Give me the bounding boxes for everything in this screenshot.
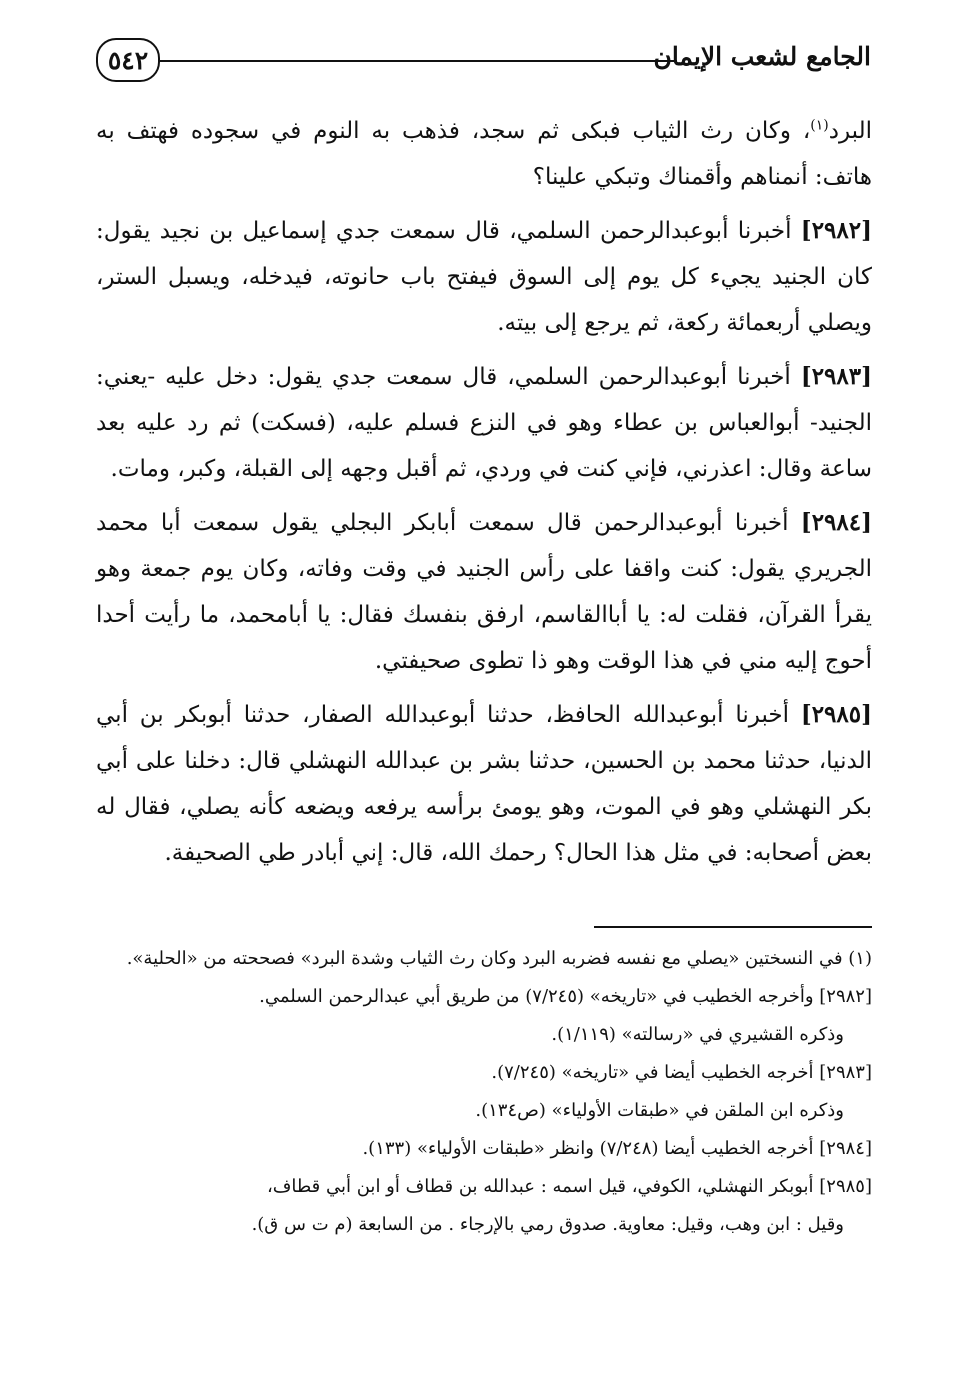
main-text [96, 108, 872, 884]
paragraph-text: أخبرنا أبوعبدالله الحافظ، حدثنا أبوعبدالله الصفار، حدثنا أبوبكر بن أبي الدنيا، حدثنا محمد بن الحسين، حدثنا بشر بن عبدالله النهشلي قال: دخلنا على أبي بكر النهشلي وهو في الموت، وهو يومئ برأسه يرفعه ويضعه كأنه يصلي، فقال له بعض أصحابه: في مثل هذا الحال؟ رحمك الله، قال: إني أبادر طي الصحيفة. [96, 702, 872, 866]
footnote-line: وقيل : ابن وهب، وقيل: معاوية. صدوق رمي بالإرجاء . من السابعة (م ت س ق). [251, 1214, 844, 1235]
footnote-separator [594, 926, 872, 928]
paragraph [96, 692, 872, 876]
paragraph [96, 108, 872, 200]
paragraph-text: أخبرنا أبوعبدالرحمن قال سمعت أبابكر البجلي يقول سمعت أبا محمد الجريري يقول: كنت واقفا على رأس الجنيد في وقت وفاته، وكان يوم جمعة وهو يقرأ القرآن، فقلت له: يا أباالقاسم، ارفق بنفسك فقال: يا أبامحمد، ما رأيت أحدا أحوج إليه مني في هذا الوقت وهو ذا تطوى صحيفتي. [96, 510, 872, 674]
footnote-line: [٢٩٨٣] أخرجه الخطيب أيضا في «تاريخه» (٧/٢٤٥). [491, 1062, 872, 1083]
paragraph-text: أخبرنا أبوعبدالرحمن السلمي، قال سمعت جدي يقول: دخل عليه -يعني: الجنيد- أبوالعباس بن عطاء وهو في النزع فسلم عليه، (فسكت) ثم رد عليه بعد ساعة وقال: اعذرني، فإني كنت في وردي، ثم أقبل وجهه إلى القبلة، وكبر، ومات. [96, 364, 872, 482]
footnote-line: [٢٩٨٢] وأخرجه الخطيب في «تاريخه» (٧/٢٤٥) من طريق أبي عبدالرحمن السلمي. [259, 986, 872, 1007]
footnote-line: [٢٩٨٥] أبوبكر النهشلي، الكوفي، قيل اسمه : عبدالله بن قطاف أو ابن أبي قطاف، [266, 1176, 872, 1197]
footnote-line: (١) في النسختين «يصلي مع نفسه فضربه البرد وكان رث الثياب وشدة البرد» فصححته من «الحلية». [126, 948, 872, 969]
paragraph [96, 500, 872, 684]
hadith-number: [٢٩٨٢] [800, 217, 872, 244]
paragraph-lead-word: البرد [828, 118, 872, 144]
paragraph-text: ، وكان رث الثياب فبكى ثم سجد، فذهب به النوم في سجوده فهتف به هاتف: أنمناهم وأقمناك وتبكي علينا؟ [96, 118, 872, 190]
header-rule [160, 60, 677, 62]
page-number-badge: ٥٤٢ [96, 38, 160, 82]
hadith-number: [٢٩٨٣] [800, 363, 873, 390]
footnote-line: [٢٩٨٤] أخرجه الخطيب أيضا (٧/٢٤٨) وانظر «طبقات الأولياء» (١٣٣). [362, 1138, 872, 1159]
book-title: الجامع لشعب الإيمان [653, 42, 871, 71]
footnotes [96, 940, 872, 1244]
hadith-number: [٢٩٨٤] [800, 509, 872, 536]
footnote-line: وذكره ابن الملقن في «طبقات الأولياء» (ص١٣٤). [475, 1100, 844, 1121]
footnote-line: وذكره القشيري في «رسالته» (١/١١٩). [551, 1024, 844, 1045]
hadith-number: [٢٩٨٥] [800, 701, 873, 728]
page-header [96, 38, 871, 88]
paragraph [96, 354, 872, 492]
paragraph-text: أخبرنا أبوعبدالرحمن السلمي، قال سمعت جدي إسماعيل بن نجيد يقول: كان الجنيد يجيء كل يوم إلى السوق فيفتح باب حانوته، فيدخله، ويسبل الستر، ويصلي أربعمائة ركعة، ثم يرجع إلى بيته. [96, 218, 872, 336]
paragraph [96, 208, 872, 346]
footnote-marker[interactable]: (١) [810, 117, 829, 134]
